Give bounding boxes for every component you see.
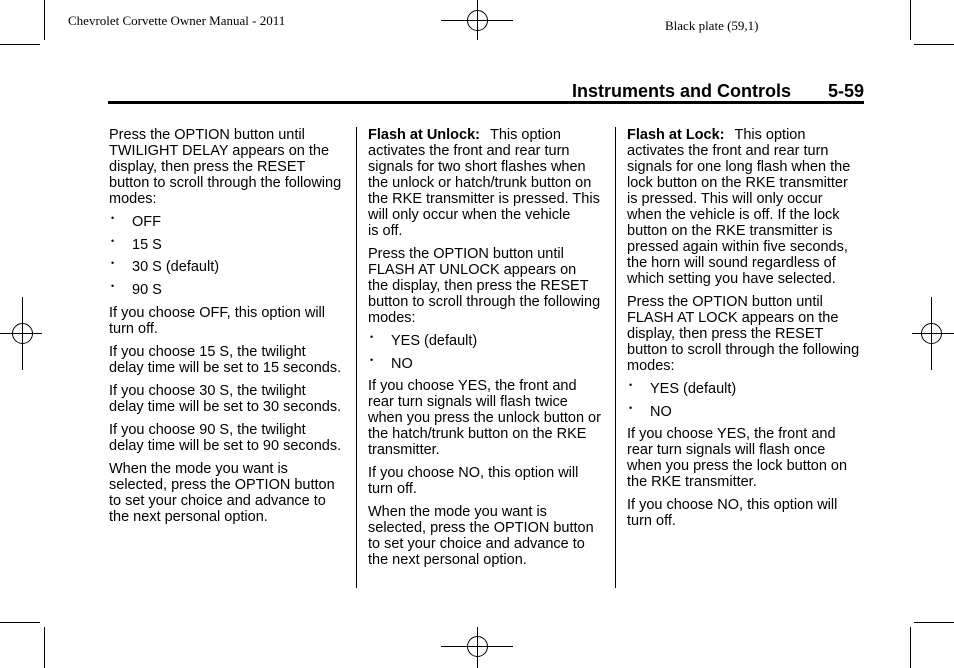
paragraph bbox=[109, 305, 349, 337]
text-line bbox=[368, 143, 608, 159]
line-text: lock button on the RKE transmitter bbox=[627, 175, 848, 191]
line-text: When the mode you want is bbox=[109, 460, 288, 477]
line-text: If you choose 15 S, the twilight bbox=[109, 343, 306, 360]
line-text: to set your choice and advance to bbox=[109, 492, 326, 509]
text-line bbox=[368, 378, 608, 394]
paragraph bbox=[368, 378, 608, 458]
line-text: the hatch/trunk button on the RKE bbox=[368, 426, 587, 443]
line-text: This option bbox=[734, 127, 806, 143]
bullet-text: NO bbox=[650, 403, 672, 420]
text-line bbox=[627, 474, 867, 490]
text-line bbox=[368, 278, 608, 294]
text-line bbox=[109, 422, 349, 438]
page-number: 5-59 bbox=[828, 81, 865, 101]
bullet-list bbox=[109, 214, 349, 298]
bullet-text: 15 S bbox=[132, 236, 162, 253]
line-text: modes: bbox=[368, 310, 416, 326]
text-line bbox=[627, 442, 867, 458]
line-text: the RKE transmitter is pressed. This bbox=[368, 191, 600, 207]
text-line bbox=[627, 191, 867, 207]
bullet-item bbox=[109, 214, 349, 230]
text-line bbox=[109, 461, 349, 477]
text-line bbox=[368, 246, 608, 262]
registration-mark-right bbox=[912, 297, 954, 370]
text-line bbox=[368, 191, 608, 207]
paragraph bbox=[109, 383, 349, 415]
line-text: button to scroll through the following bbox=[627, 342, 860, 358]
line-text: If you choose 30 S, the twilight bbox=[109, 382, 306, 399]
text-line bbox=[109, 383, 349, 399]
bullet-text: YES (default) bbox=[391, 333, 478, 349]
text-line bbox=[109, 305, 349, 321]
paragraph bbox=[109, 344, 349, 376]
line-text: is pressed. This will only occur bbox=[627, 191, 823, 207]
bullet-icon: • bbox=[370, 332, 374, 342]
bullet-item bbox=[368, 333, 608, 349]
registration-mark-bottom bbox=[441, 627, 513, 668]
line-text: This option bbox=[490, 127, 561, 143]
text-line bbox=[627, 358, 867, 374]
bullet-icon: • bbox=[629, 402, 633, 413]
text-line bbox=[627, 223, 867, 239]
line-text: the unlock or hatch/trunk button on bbox=[368, 175, 592, 191]
line-text: selected, press the OPTION button bbox=[109, 476, 335, 493]
text-line bbox=[627, 271, 867, 287]
line-text: the display, then press the RESET bbox=[368, 278, 589, 294]
header-rule bbox=[108, 101, 864, 104]
text-line bbox=[368, 294, 608, 310]
bullet-item bbox=[109, 282, 349, 298]
line-text: delay time will be set to 90 seconds. bbox=[109, 437, 342, 454]
column-left bbox=[109, 127, 349, 532]
line-text: turn off. bbox=[627, 513, 676, 530]
line-text: button to scroll through the following bbox=[109, 175, 342, 191]
line-text: signals for two short flashes when bbox=[368, 159, 586, 175]
line-text: delay time will be set to 15 seconds. bbox=[109, 359, 342, 376]
line-text: signals for one long flash when the bbox=[627, 159, 851, 175]
line-text: when you press the unlock button or bbox=[368, 410, 601, 427]
text-line bbox=[627, 458, 867, 474]
paragraph bbox=[368, 246, 608, 326]
text-line bbox=[627, 426, 867, 442]
line-text: which setting you have selected. bbox=[627, 271, 836, 287]
text-line bbox=[627, 342, 867, 358]
bullet-text: 30 S (default) bbox=[132, 259, 220, 276]
bullet-list bbox=[368, 333, 608, 372]
bullet-icon: • bbox=[111, 281, 115, 292]
bullet-item bbox=[627, 381, 867, 397]
paragraph bbox=[368, 465, 608, 497]
text-line bbox=[368, 410, 608, 426]
text-line bbox=[627, 143, 867, 159]
line-text: is off. bbox=[368, 223, 403, 239]
text-line bbox=[368, 175, 608, 191]
text-line bbox=[368, 504, 608, 520]
line-text: turn off. bbox=[109, 320, 158, 337]
text-line bbox=[627, 239, 867, 255]
line-text: rear turn signals will flash twice bbox=[368, 394, 568, 411]
bullet-text: YES (default) bbox=[650, 381, 737, 397]
text-line bbox=[368, 465, 608, 481]
text-line bbox=[627, 294, 867, 310]
text-line bbox=[627, 497, 867, 513]
paragraph-heading: Flash at Unlock: bbox=[368, 127, 480, 143]
line-text: the next personal option. bbox=[368, 552, 527, 569]
line-text: display, then press the RESET bbox=[109, 159, 306, 175]
line-text: activates the front and rear turn bbox=[627, 143, 829, 159]
text-line bbox=[368, 310, 608, 326]
line-text: the RKE transmitter. bbox=[627, 474, 757, 491]
registration-mark-top bbox=[441, 0, 513, 40]
line-text: pressed again within five seconds, bbox=[627, 239, 848, 255]
section-title: Instruments and Controls bbox=[572, 81, 792, 101]
registration-mark-left bbox=[0, 297, 42, 370]
line-text: modes: bbox=[627, 358, 675, 374]
line-text: FLASH AT UNLOCK appears on bbox=[368, 262, 577, 278]
line-text: when the vehicle is off. If the lock bbox=[627, 207, 840, 223]
paragraph bbox=[368, 127, 608, 239]
line-text: rear turn signals will flash once bbox=[627, 442, 826, 459]
line-text: If you choose NO, this option will bbox=[368, 465, 579, 482]
text-line bbox=[368, 207, 608, 223]
text-line bbox=[368, 127, 608, 143]
text-line bbox=[627, 310, 867, 326]
paragraph-heading: Flash at Lock: bbox=[627, 127, 725, 143]
paragraph bbox=[627, 497, 867, 529]
line-text: transmitter. bbox=[368, 442, 440, 459]
line-text: to set your choice and advance to bbox=[368, 536, 585, 553]
bullet-item bbox=[109, 259, 349, 275]
text-line bbox=[109, 143, 349, 159]
text-line bbox=[109, 399, 349, 415]
text-line bbox=[368, 262, 608, 278]
manual-title: Chevrolet Corvette Owner Manual - 2011 bbox=[68, 13, 286, 28]
line-text: Press the OPTION button until bbox=[368, 246, 564, 262]
text-line bbox=[109, 477, 349, 493]
column-right bbox=[627, 127, 867, 536]
text-line bbox=[109, 438, 349, 454]
column-divider bbox=[356, 127, 357, 588]
bullet-icon: • bbox=[111, 258, 115, 269]
bullet-list bbox=[627, 381, 867, 420]
bullet-item bbox=[368, 356, 608, 372]
plate-label: Black plate (59,1) bbox=[665, 18, 759, 33]
line-text: modes: bbox=[109, 191, 157, 207]
line-text: TWILIGHT DELAY appears on the bbox=[109, 143, 330, 159]
line-text: when you press the lock button on bbox=[627, 458, 848, 475]
paragraph bbox=[109, 127, 349, 207]
line-text: display, then press the RESET bbox=[627, 326, 824, 342]
text-line bbox=[109, 191, 349, 207]
line-text: If you choose 90 S, the twilight bbox=[109, 421, 306, 438]
text-line bbox=[109, 175, 349, 191]
bullet-icon: • bbox=[111, 213, 115, 223]
line-text: If you choose YES, the front and bbox=[368, 378, 577, 395]
line-text: button to scroll through the following bbox=[368, 294, 601, 310]
text-line bbox=[109, 344, 349, 360]
paragraph bbox=[109, 461, 349, 525]
line-text: activates the front and rear turn bbox=[368, 143, 570, 159]
text-line bbox=[368, 481, 608, 497]
text-line bbox=[368, 442, 608, 458]
text-line bbox=[109, 360, 349, 376]
text-line bbox=[627, 207, 867, 223]
text-line bbox=[109, 159, 349, 175]
line-text: the next personal option. bbox=[109, 508, 268, 525]
text-line bbox=[368, 520, 608, 536]
line-text: selected, press the OPTION button bbox=[368, 520, 594, 537]
paragraph bbox=[627, 426, 867, 490]
line-text: turn off. bbox=[368, 481, 417, 498]
paragraph bbox=[627, 127, 867, 287]
text-line bbox=[368, 552, 608, 568]
line-text: the horn will sound regardless of bbox=[627, 255, 836, 271]
text-line bbox=[368, 426, 608, 442]
bullet-icon: • bbox=[629, 380, 633, 390]
text-line bbox=[368, 536, 608, 552]
text-line bbox=[109, 127, 349, 143]
bullet-text: 90 S bbox=[132, 282, 162, 299]
text-line bbox=[368, 394, 608, 410]
line-text: FLASH AT LOCK appears on the bbox=[627, 310, 839, 326]
column-divider bbox=[615, 127, 616, 588]
line-text: delay time will be set to 30 seconds. bbox=[109, 398, 342, 415]
column-middle bbox=[368, 127, 608, 575]
text-line bbox=[627, 513, 867, 529]
bullet-item bbox=[109, 237, 349, 253]
text-line bbox=[109, 321, 349, 337]
paragraph bbox=[627, 294, 867, 374]
paragraph bbox=[368, 504, 608, 568]
text-line bbox=[368, 159, 608, 175]
text-line bbox=[627, 255, 867, 271]
line-text: Press the OPTION button until bbox=[109, 127, 305, 143]
line-text: When the mode you want is bbox=[368, 504, 547, 521]
bullet-icon: • bbox=[111, 235, 115, 246]
bullet-text: NO bbox=[391, 355, 413, 372]
line-text: If you choose OFF, this option will bbox=[109, 304, 325, 321]
bullet-icon: • bbox=[370, 354, 374, 365]
text-line bbox=[627, 326, 867, 342]
line-text: button on the RKE transmitter is bbox=[627, 223, 833, 239]
line-text: If you choose YES, the front and bbox=[627, 426, 836, 443]
line-text: will only occur when the vehicle bbox=[368, 207, 571, 223]
text-line bbox=[109, 509, 349, 525]
bullet-text: OFF bbox=[132, 214, 161, 230]
line-text: If you choose NO, this option will bbox=[627, 497, 838, 514]
text-line bbox=[627, 175, 867, 191]
paragraph bbox=[109, 422, 349, 454]
text-line bbox=[627, 127, 867, 143]
line-text: Press the OPTION button until bbox=[627, 294, 823, 310]
text-line bbox=[109, 493, 349, 509]
text-line bbox=[368, 223, 608, 239]
bullet-item bbox=[627, 404, 867, 420]
text-line bbox=[627, 159, 867, 175]
